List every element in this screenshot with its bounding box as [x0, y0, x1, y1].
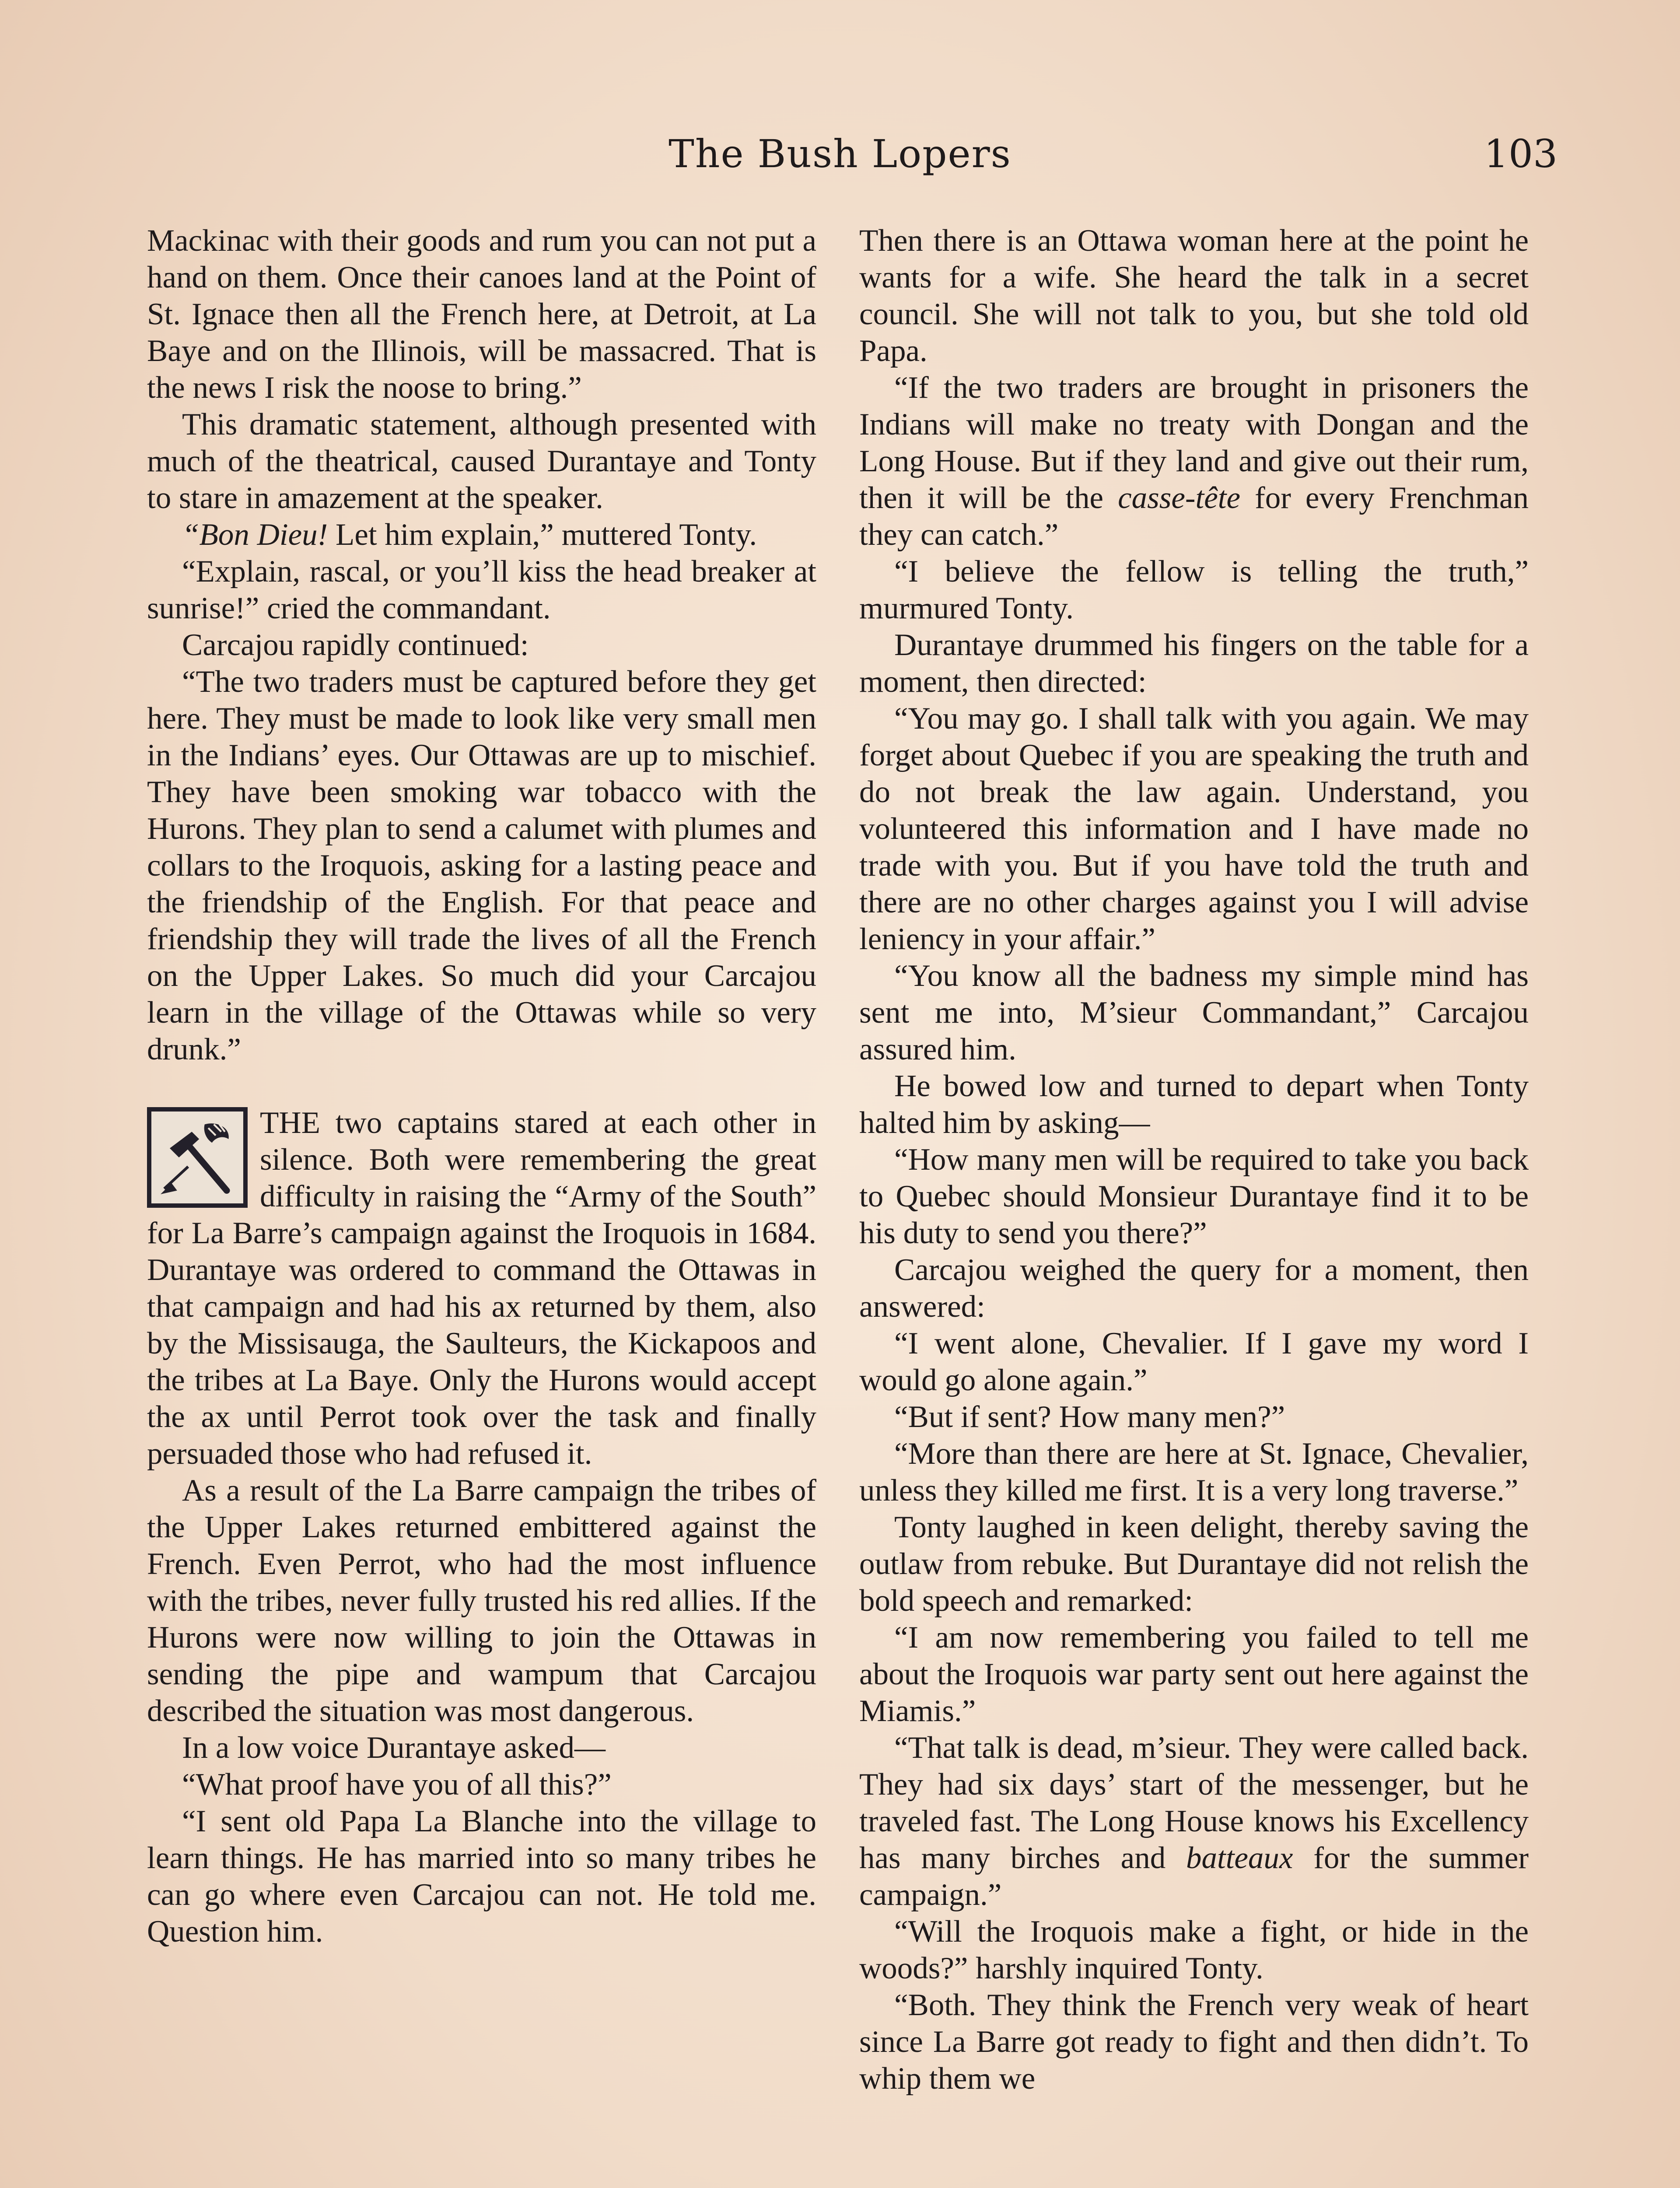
paragraph: Then there is an Ottawa woman here at the point he wants for a wife. She heard the talk in a secret council. She will not talk to you, but she told old Papa. — [859, 224, 1529, 368]
paragraph: As a result of the La Barre campaign the tribes of the Upper Lakes returned embittered against the French. Even Perrot, who had the most influence with the tribes, never fully trusted his red allies. If the Hurons were now willing to join the Ottawas in sending the pipe and wampum that Carcajou described the situation was most dangerous. — [147, 1473, 816, 1728]
italic-term: batteaux — [1186, 1841, 1293, 1875]
paragraph: “I believe the fellow is telling the truth,” murmured Tonty. — [859, 554, 1529, 625]
paragraph: Durantaye drummed his fingers on the table for a moment, then directed: — [859, 628, 1529, 699]
paragraph: Mackinac with their goods and rum you can not put a hand on them. Once their canoes land at the Point of St. Ignace then all the French here, at Detroit, at La Baye and on the Illinois, will be massacred. That is the news I risk the noose to bring.” — [147, 224, 816, 405]
paragraph-text: for every Frenchman they can catch.” — [859, 481, 1529, 552]
paragraph-text: “That talk is dead, m’sieur. They were called back. They had six days’ start of the messenger, but he traveled fast. The Long House knows his Excellency has many birches and — [859, 1731, 1529, 1875]
paragraph: “The two traders must be captured before they get here. They must be made to look like very small men in the Indians’ eyes. Our Ottawas are up to mischief. They have been smoking war tobacco with the Hurons. They plan to send a calumet with plumes and collars to the Iroquois, asking for a lasting peace and the friendship of the English. For that peace and friendship they will trade the lives of all the French on the Upper Lakes. So much did your Carcajou learn in the village of the Ottawas while so very drunk.” — [147, 665, 816, 1066]
paragraph: “But if sent? How many men?” — [894, 1400, 1285, 1434]
paragraph: “You may go. I shall talk with you again. We may forget about Quebec if you are speaking the truth and do not break the law again. Understand, you volunteered this information and I have made no trade with you. But if you have told the truth and there are no other charges against you I will advise leniency in your affair.” — [859, 701, 1529, 956]
paragraph: This dramatic statement, although presented with much of the theatrical, caused Durantaye and Tonty to stare in amazement at the speaker. — [147, 407, 816, 515]
paragraph: “You know all the badness my simple mind has sent me into, M’sieur Commandant,” Carcajou assured him. — [859, 959, 1529, 1066]
paragraph: “How many men will be required to take you back to Quebec should Monsieur Durantaye find it to be his duty to send you there?” — [859, 1143, 1529, 1250]
paragraph: “I went alone, Chevalier. If I gave my word I would go alone again.” — [859, 1326, 1529, 1397]
tomahawk-feather-icon — [147, 1107, 248, 1208]
italic-term: casse-tête — [1118, 481, 1241, 515]
paragraph: “I sent old Papa La Blanche into the village to learn things. He has married into so many tribes he can go where even Carcajou can not. He told me. Question him. — [147, 1804, 816, 1949]
paragraph: Carcajou rapidly continued: — [182, 628, 529, 662]
paragraph: “Will the Iroquois make a fight, or hide in the woods?” harshly inquired Tonty. — [859, 1914, 1529, 1985]
italic-exclamation: “Bon Dieu! — [182, 518, 328, 552]
paragraph-text: for the summer campaign.” — [859, 1841, 1529, 1912]
paragraph-text: “If the two traders are brought in prisoners the Indians will make no treaty with Dongan and the Long House. But if they land and give out their rum, then it will be the — [859, 371, 1529, 515]
paragraph — [859, 1729, 1529, 1913]
paragraph: “What proof have you of all this?” — [182, 1767, 612, 1802]
paragraph-text: THE two captains stared at each other in silence. Both were remembering the great difficulty in raising the “Army of the South” for La Barre’s campaign against the Iroquois in 1684. Durantaye was ordered to command the Ottawas in that campaign and had his ax returned by them, also by the Missisauga, the Saulteurs, the Kickapoos and the tribes at La Baye. Only the Hurons would accept the ax until Perrot took over the task and finally persuaded those who had refused it. — [147, 1106, 816, 1471]
page-header — [0, 131, 1680, 184]
paragraph: “Explain, rascal, or you’ll kiss the head breaker at sunrise!” cried the commandant. — [147, 554, 816, 625]
paragraph: Tonty laughed in keen delight, thereby saving the outlaw from rebuke. But Durantaye did not relish the bold speech and remarked: — [859, 1510, 1529, 1618]
page-number: 103 — [1484, 131, 1558, 176]
paragraph: Carcajou weighed the query for a moment, then answered: — [859, 1253, 1529, 1324]
running-title: The Bush Lopers — [668, 131, 1012, 176]
paragraph-text: Let him explain,” muttered Tonty. — [328, 518, 757, 552]
paragraph — [147, 516, 816, 553]
right-column — [859, 222, 1529, 2097]
paragraph: “I am now remembering you failed to tell me about the Iroquois war party sent out here against the Miamis.” — [859, 1620, 1529, 1728]
section-break — [147, 1068, 816, 1105]
paragraph: He bowed low and turned to depart when Tonty halted him by asking— — [859, 1069, 1529, 1140]
paragraph — [859, 369, 1529, 553]
paragraph: “Both. They think the French very weak of heart since La Barre got ready to fight and then didn’t. To whip them we — [859, 1988, 1529, 2096]
paragraph: “More than there are here at St. Ignace, Chevalier, unless they killed me first. It is a very long traverse.” — [859, 1437, 1529, 1508]
paragraph: In a low voice Durantaye asked— — [182, 1731, 606, 1765]
section-opening-paragraph — [147, 1105, 816, 1472]
left-column — [147, 222, 816, 1950]
